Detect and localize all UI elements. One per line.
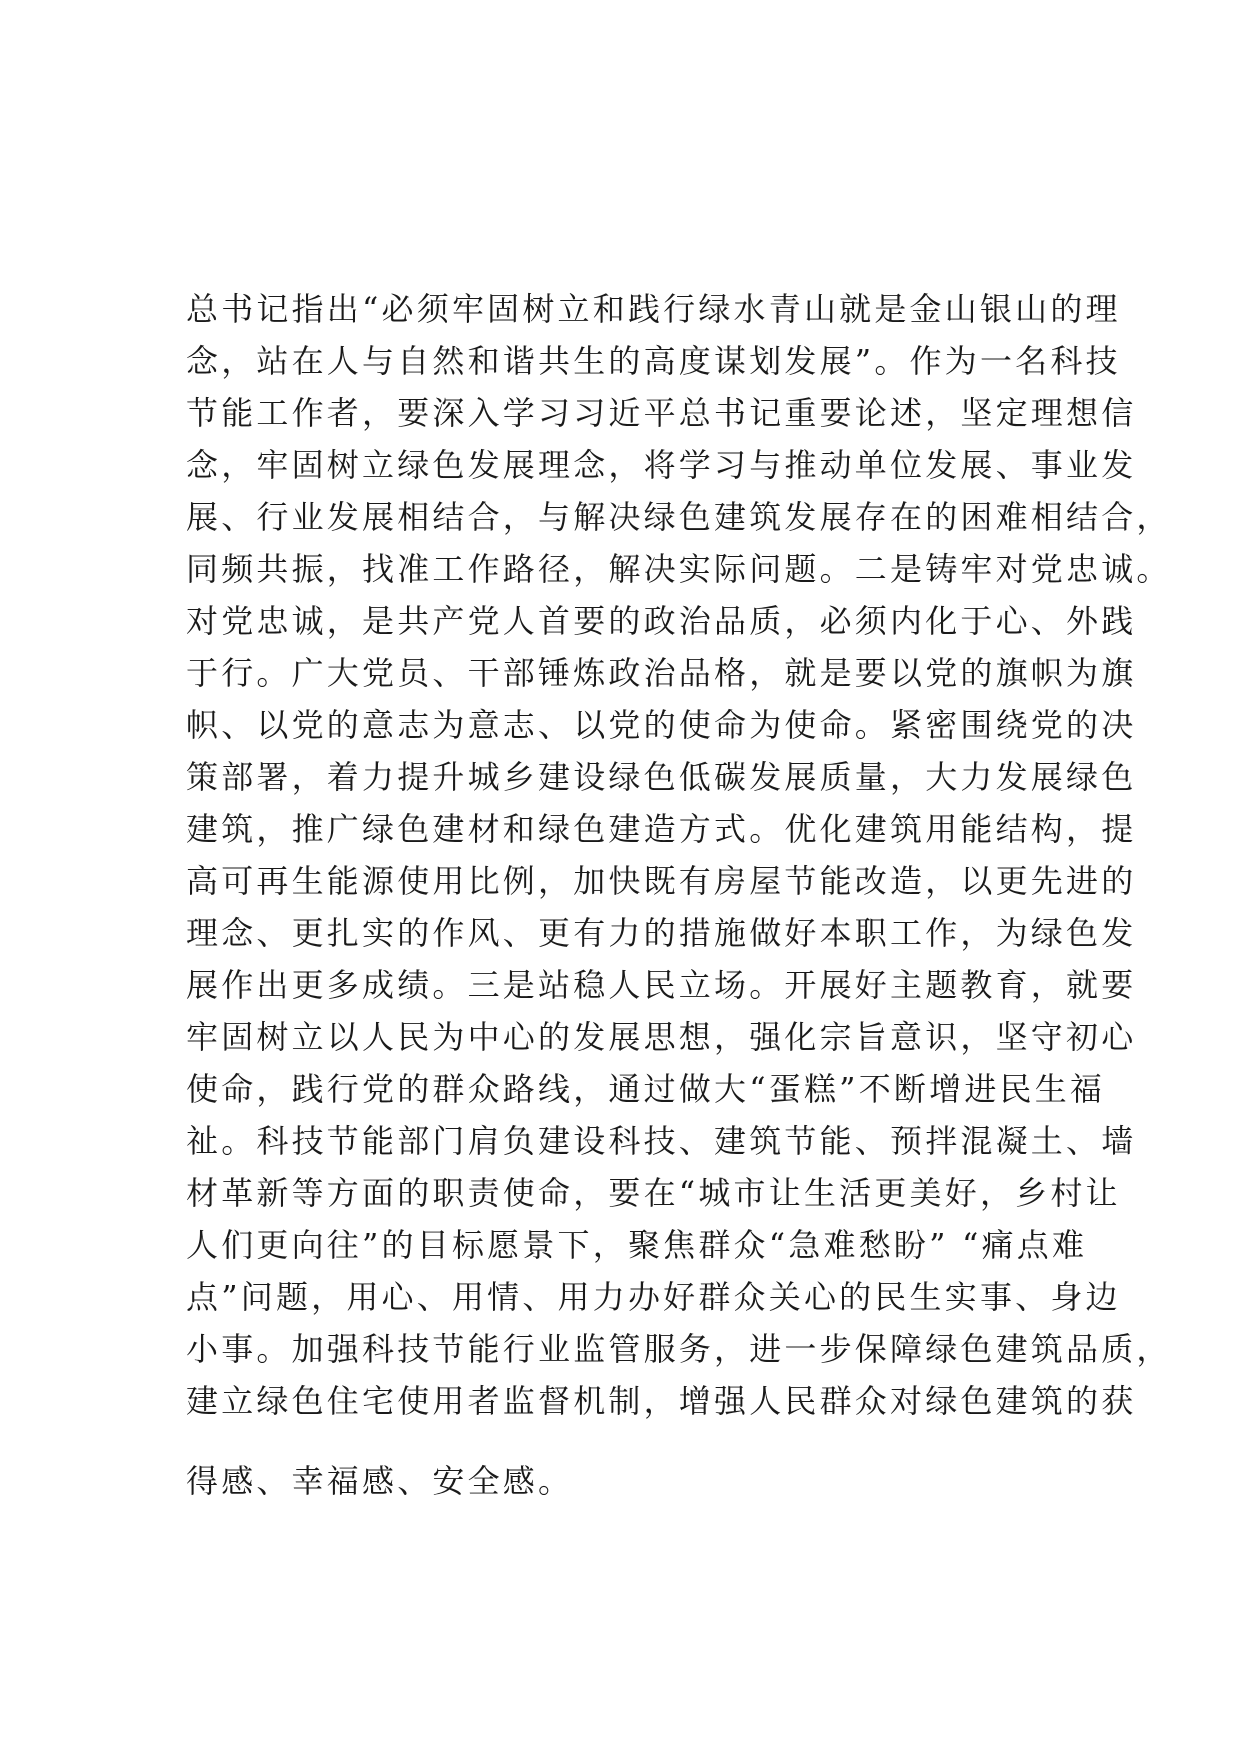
text-line: 于行。广大党员、干部锤炼政治品格，就是要以党的旗帜为旗 [186, 654, 1137, 692]
text-line: 材革新等方面的职责使命，要在“城市让生活更美好，乡村让 [186, 1174, 1121, 1212]
text-line: 帜、以党的意志为意志、以党的使命为使命。紧密围绕党的决 [186, 706, 1137, 744]
text-line: 点”问题，用心、用情、用力办好群众关心的民生实事、身边 [186, 1278, 1121, 1316]
text-line: 人们更向往”的目标愿景下，聚焦群众“急难愁盼” “痛点难 [186, 1226, 1088, 1264]
text-line: 使命，践行党的群众路线，通过做大“蛋糕”不断增进民生福 [186, 1070, 1106, 1108]
text-line: 总书记指出“必须牢固树立和践行绿水青山就是金山银山的理 [186, 290, 1121, 328]
text-line: 同频共振，找准工作路径，解决实际问题。二是铸牢对党忠诚。 [186, 550, 1172, 588]
text-line: 高可再生能源使用比例，加快既有房屋节能改造，以更先进的 [186, 862, 1137, 900]
text-line: 展作出更多成绩。三是站稳人民立场。开展好主题教育，就要 [186, 966, 1137, 1004]
text-line: 祉。科技节能部门肩负建设科技、建筑节能、预拌混凝土、墙 [186, 1122, 1137, 1160]
text-line: 理念、更扎实的作风、更有力的措施做好本职工作，为绿色发 [186, 914, 1137, 952]
text-line: 念，牢固树立绿色发展理念，将学习与推动单位发展、事业发 [186, 446, 1137, 484]
text-line: 建立绿色住宅使用者监督机制，增强人民群众对绿色建筑的获 [186, 1382, 1137, 1420]
text-line: 对党忠诚，是共产党人首要的政治品质，必须内化于心、外践 [186, 602, 1137, 640]
text-line-final: 得感、幸福感、安全感。 [186, 1462, 574, 1500]
text-line: 念，站在人与自然和谐共生的高度谋划发展”。作为一名科技 [186, 342, 1121, 380]
text-line: 小事。加强科技节能行业监管服务，进一步保障绿色建筑品质， [186, 1330, 1172, 1368]
body-text [186, 283, 1172, 1507]
text-line: 牢固树立以人民为中心的发展思想，强化宗旨意识，坚守初心 [186, 1018, 1137, 1056]
text-line: 展、行业发展相结合，与解决绿色建筑发展存在的困难相结合， [186, 498, 1172, 536]
text-line: 建筑，推广绿色建材和绿色建造方式。优化建筑用能结构，提 [186, 810, 1137, 848]
text-line: 策部署，着力提升城乡建设绿色低碳发展质量，大力发展绿色 [186, 758, 1137, 796]
text-line: 节能工作者，要深入学习习近平总书记重要论述，坚定理想信 [186, 394, 1137, 432]
